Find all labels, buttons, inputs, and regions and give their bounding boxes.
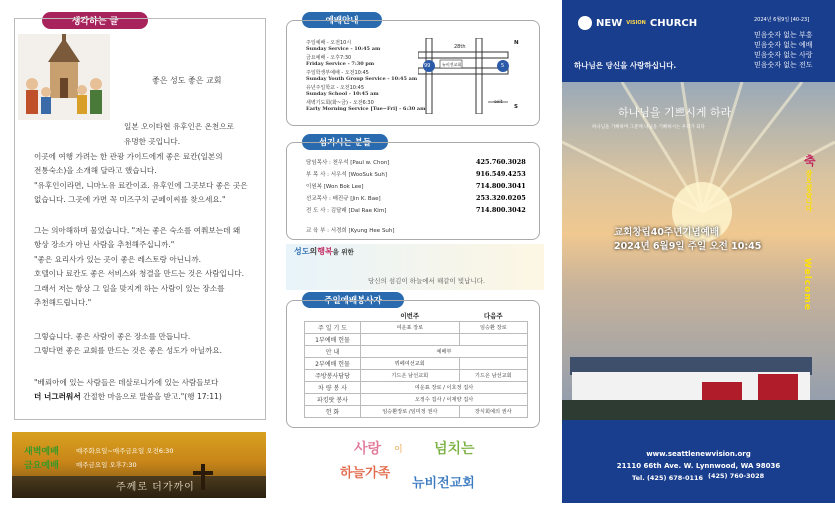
cover-footer xyxy=(562,420,835,503)
dawn-worship-time: 매주화요일~매주금요일 오전6:30 xyxy=(76,447,174,455)
pastor-row xyxy=(306,182,536,190)
service-item xyxy=(306,70,417,83)
map-route-99: 99 xyxy=(424,63,431,69)
map-exit-label: exit xyxy=(494,100,503,105)
thinking-heading: 좋은 성도 좋은 교회 xyxy=(152,76,222,85)
servers-assignee: 기드온 남선교회 xyxy=(459,370,527,382)
worship-guide-title: 예배안내 xyxy=(302,12,382,28)
service-item xyxy=(306,55,374,68)
prayer-banner xyxy=(286,244,544,290)
map-north-label: N xyxy=(514,40,519,46)
motto-line: 믿음숫자 없는 사랑 xyxy=(754,51,813,59)
servers-role: 주방봉사담당 xyxy=(305,370,361,382)
pastor-name: 전 도 사 : 김달래 [Dal Rae Kim] xyxy=(306,208,387,214)
servers-title: 주일예배봉사자 xyxy=(302,292,404,308)
foreground-shrubs xyxy=(562,400,835,420)
servers-assignee: 여운표 장로 / 이호정 집사 xyxy=(361,382,528,394)
service-item xyxy=(306,85,379,98)
servers-role: 안 내 xyxy=(305,346,361,358)
logo-church: CHURCH xyxy=(649,17,698,29)
map-south-label: S xyxy=(514,104,518,110)
servers-role: 차 량 봉 사 xyxy=(305,382,361,394)
service-korean: 주일예배 - 오전10시 xyxy=(306,40,352,46)
service-english: Early Morning Service [Tue~Fri] - 6:30 am xyxy=(306,106,426,113)
cover-script-subtitle: 하나님을 기뻐하며 그분께 나님을 기뻐하시는 우리가 되다 xyxy=(592,125,705,130)
right-panel xyxy=(562,0,835,507)
servers-assignee xyxy=(459,334,527,346)
paragraph-4a: "베뢰아에 있는 사람들은 데살로니가에 있는 사람들보다 xyxy=(34,378,219,387)
pastor-phone: 714.800.3041 xyxy=(476,182,526,190)
pastor-row xyxy=(306,206,536,214)
logo-vision: VISION xyxy=(626,20,646,26)
map-church-label: 뉴비전교회 xyxy=(442,62,462,67)
servers-role: 1부예배 헌물 xyxy=(305,334,361,346)
slogan-love: 사랑 xyxy=(354,441,382,457)
church-phone-2: (425) 760-3028 xyxy=(708,472,765,480)
pastor-name: 이원복 [Won Bok Lee] xyxy=(306,184,364,190)
paragraph-3: 그렇습니다. 좋은 사람이 좋은 장소를 만듭니다. 그렇다면 좋은 교회를 만드는 것은 좋은 성도가 아닐까요. xyxy=(34,332,223,356)
friday-worship-time: 매주금요일 오후7:30 xyxy=(76,461,137,469)
map-route-5: 5 xyxy=(501,63,505,69)
pastor-row xyxy=(306,194,536,202)
church-address: 21110 66th Ave. W. Lynnwood, WA 98036 xyxy=(616,462,781,470)
logo-new: NEW xyxy=(596,17,623,29)
servers-assignee: 예배부 xyxy=(361,346,528,358)
paragraph-1a: 일본 오이타현 유후인은 온천으로 xyxy=(124,122,234,131)
cover-script-title: 하나님을 기쁘시게 하라 xyxy=(618,106,732,119)
servers-table xyxy=(304,310,528,418)
servers-assignee: 임승환장로 /임미정 권사 xyxy=(361,406,460,418)
service-korean: 금요예배 - 오후7:30 xyxy=(306,55,352,61)
servers-role: 파킹랏 봉사 xyxy=(305,394,361,406)
middle-panel xyxy=(280,0,550,507)
servers-row xyxy=(305,334,528,346)
vertical-title-char: 축 xyxy=(804,154,816,168)
paragraph-1c: 이곳에 여행 가려는 한 관광 가이드에게 좋은 료칸(일본의 전통숙소)을 소개해 달라고 했습니다. "유후인이라면, 니마노유 료칸이죠. 유후인에 그곳보다 좋은 곳은 없습니다. 그곳에 가면 꼭 미즈구치 군페이씨를 찾으세요." xyxy=(34,152,248,205)
paragraph-1b: 유명한 곳입니다. xyxy=(124,137,181,146)
paragraph-2: 그는 의아해하며 물었습니다. "저는 좋은 숙소를 여쭤보는데 왜 항상 장소가 아닌 사람을 추천해주십니까." "좋은 요리사가 있는 곳이 좋은 레스토랑 아닌니까. 호텔이나 료칸도 좋은 서비스와 청결을 만드는 것은 사람입니다. 그래서 저는 항상 그 일을 맞지게 하는 사람이 있는 장소를 추천해드립니다." xyxy=(34,226,245,308)
vertical-welcome-en: Welcome xyxy=(802,258,812,311)
service-korean: 주일학생부예배 - 오전10:45 xyxy=(306,70,369,76)
pastor-name: 담임목사 : 천우석 [Paul w. Chon] xyxy=(306,160,390,166)
service-korean: 새벽기도회(화~금) - 오전6:30 xyxy=(306,100,374,106)
cover-header xyxy=(562,0,835,82)
event-title: 교회창립40주년기념예배 xyxy=(614,227,719,238)
servers-assignee: 기드온 남선교회 xyxy=(361,370,460,382)
pastor-name: 부 목 사 : 서우석 [WooSuk Suh] xyxy=(306,172,387,178)
service-english: Sunday Service - 10:45 am xyxy=(306,46,381,53)
slogan-overflowing: 넘치는 xyxy=(434,441,475,457)
church-map xyxy=(418,38,522,114)
pastors-title: 섬기시는 분들 xyxy=(302,134,388,150)
prayer-word-happiness: 행복 xyxy=(317,247,333,256)
prayer-word-for: 을 위한 xyxy=(332,248,354,256)
service-item xyxy=(306,40,380,53)
servers-assignee xyxy=(459,358,527,370)
servers-assignee: 오정수 집사 / 이재양 집사 xyxy=(361,394,528,406)
early-worship-banner xyxy=(12,432,266,498)
servers-role: 주 일 기 도 xyxy=(305,322,361,334)
servers-column-header: 이번주 xyxy=(361,310,460,322)
prayer-word-of: 의 xyxy=(309,247,318,256)
servers-row xyxy=(305,346,528,358)
logo-mark-icon xyxy=(578,16,592,30)
pastor-phone: 714.800.3042 xyxy=(476,206,526,214)
motto-line: 믿음숫자 없는 전도 xyxy=(754,61,813,69)
servers-role: 헌 화 xyxy=(305,406,361,418)
servers-column-header xyxy=(305,310,361,322)
pastor-row xyxy=(306,158,536,166)
service-item xyxy=(306,100,425,113)
friday-worship-label: 금요예배 xyxy=(24,461,59,471)
pastor-phone: 916.549.4253 xyxy=(476,170,526,178)
slogan-banner xyxy=(286,434,544,498)
bulletin-date: 2024년 6월9일 [40-23] xyxy=(754,17,810,23)
church-family-illustration xyxy=(18,34,110,120)
church-website[interactable]: www.seattlenewvision.org xyxy=(646,450,751,458)
servers-assignee: 여운표 장로 xyxy=(361,322,460,334)
cross-icon xyxy=(188,462,218,492)
education-pastor: 교 육 부 : 서경희 [Kyung Hee Suh] xyxy=(306,228,395,234)
emphasis-text: 더 너그러워서 xyxy=(34,392,81,401)
service-korean: 유년주일학교 - 오전10:45 xyxy=(306,85,365,91)
servers-assignee xyxy=(361,334,460,346)
church-phone: Tel. (425) 678-0116 xyxy=(632,474,704,482)
paragraph-4b xyxy=(34,390,222,404)
section-title-thinking: 생각하는 글 xyxy=(42,12,148,29)
motto-line: 믿음숫자 없는 예배 xyxy=(754,41,813,49)
vertical-welcome-ko: 잘오셨습니다 xyxy=(805,170,813,212)
servers-assignee: 장식회예의 권사 xyxy=(459,406,527,418)
slogan-particle: 이 xyxy=(394,445,403,455)
cover-tagline: 하나님은 당신을 사랑하십니다. xyxy=(574,61,677,70)
slogan-heavenly-family: 하늘가족 xyxy=(340,466,391,481)
banner-motto: 주께로 더가까이 xyxy=(116,482,195,493)
servers-row xyxy=(305,358,528,370)
servers-role: 2부예배 헌물 xyxy=(305,358,361,370)
pastor-name: 선교목사 : 배진규 [Jin K. Bae] xyxy=(306,196,381,202)
servers-assignee: 임승환 장로 xyxy=(459,322,527,334)
servers-assignee: 뷔페여선교회 xyxy=(361,358,460,370)
pastor-phone: 253.320.0205 xyxy=(476,194,526,202)
slogan-church-name: 뉴비전교회 xyxy=(412,476,475,491)
servers-row xyxy=(305,370,528,382)
prayer-subtitle: 당신의 섬김이 하늘에서 해같이 빛납니다. xyxy=(368,277,486,285)
servers-row xyxy=(305,382,528,394)
service-english: Friday Service - 7:30 pm xyxy=(306,61,375,68)
dawn-worship-label: 새벽예배 xyxy=(24,447,59,457)
servers-column-header: 다음주 xyxy=(459,310,527,322)
servers-row xyxy=(305,394,528,406)
prayer-word-saints: 성도 xyxy=(294,247,310,256)
service-english: Sunday Youth Group Service - 10:45 am xyxy=(306,76,418,83)
pastor-phone: 425.760.3028 xyxy=(476,158,526,166)
paragraph-4b-rest: 간절한 마음으로 말씀을 받고."(행 17:11) xyxy=(80,392,222,401)
servers-row xyxy=(305,406,528,418)
map-street-label: 28th xyxy=(454,44,466,50)
servers-row xyxy=(305,322,528,334)
motto-list xyxy=(754,30,813,70)
cover-image xyxy=(562,82,835,420)
motto-line: 믿음숫자 없는 부흥 xyxy=(754,31,813,39)
church-logo xyxy=(578,16,697,30)
pastor-row xyxy=(306,170,536,178)
service-english: Sunday School - 10:45 am xyxy=(306,91,379,98)
left-panel xyxy=(0,0,276,507)
event-datetime: 2024년 6월9일 주일 오전 10:45 xyxy=(614,241,762,252)
